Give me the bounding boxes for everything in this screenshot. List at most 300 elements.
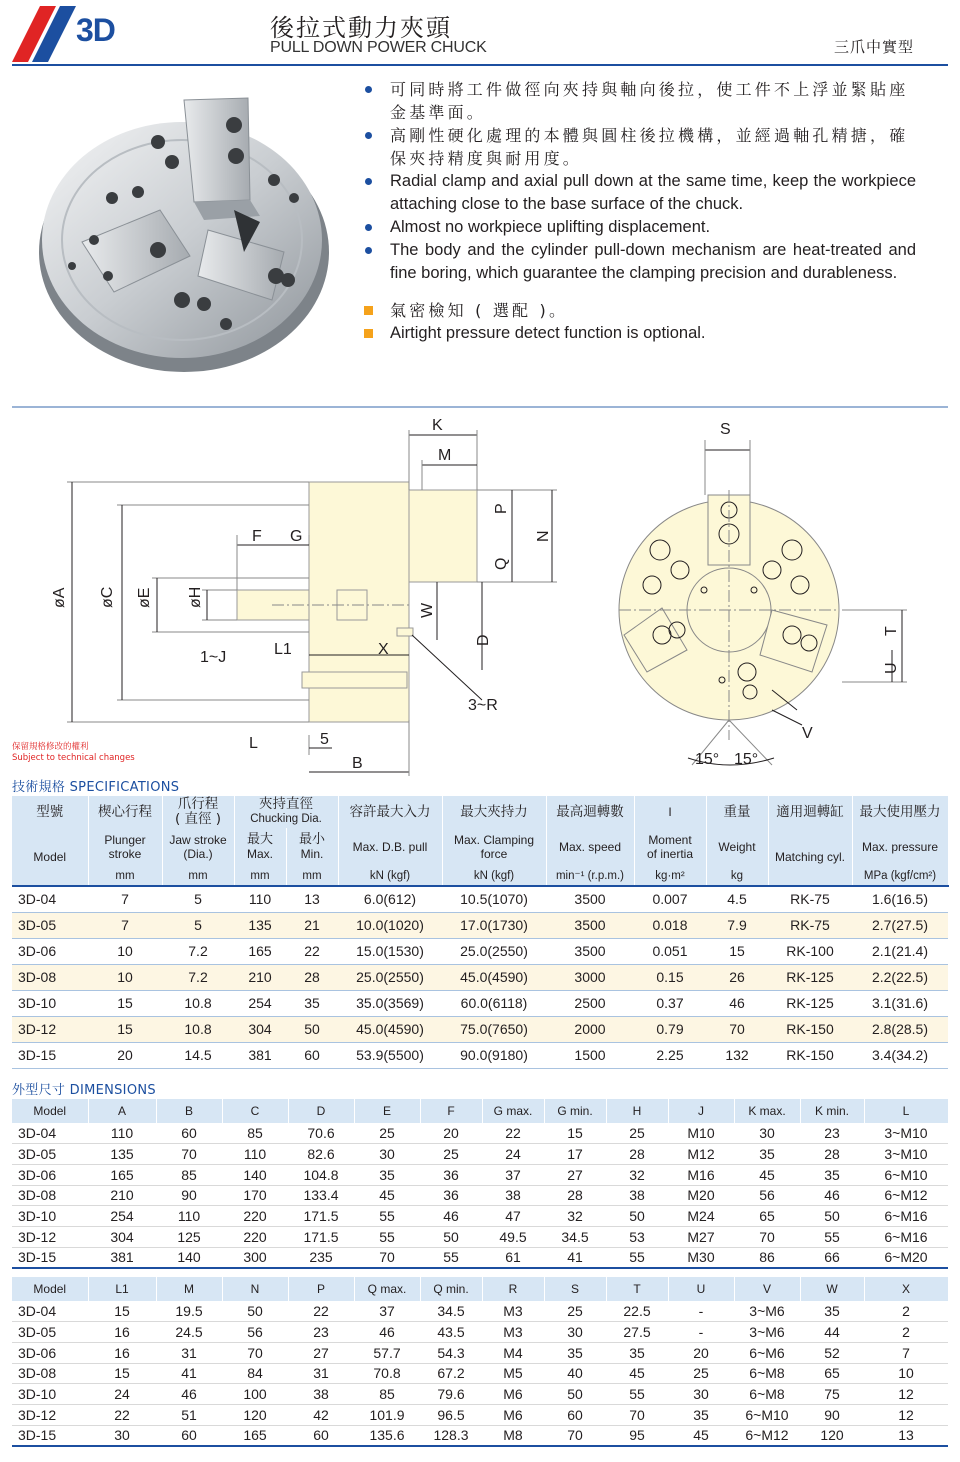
table-cell: 60 [156,1123,222,1144]
table-cell: M6 [482,1404,544,1425]
table-cell: 35 [606,1342,668,1363]
table-cell: 45 [734,1164,800,1185]
square-bullet-icon [364,306,373,315]
table-cell: 90.0(9180) [442,1042,546,1068]
label-U: U [883,662,900,674]
square-bullet-icon [364,329,373,338]
table-cell: 0.007 [634,886,706,912]
table-cell: 128.3 [420,1425,482,1446]
table-row [12,964,948,990]
table-cell: 3500 [546,938,634,964]
table-cell: 30 [544,1322,606,1343]
table-cell: 55 [606,1247,668,1268]
th-inertia-zh: I [634,796,706,828]
table-cell: 30 [734,1123,800,1144]
table-cell: 140 [156,1247,222,1268]
table-cell: 15 [88,990,162,1016]
table-cell: - [668,1322,734,1343]
table-cell: 210 [88,1185,156,1206]
table-row [12,1363,948,1384]
column-header: F [420,1099,482,1123]
table-cell: 381 [234,1042,286,1068]
table-cell: RK-125 [768,990,852,1016]
table-cell: 6~M6 [734,1342,800,1363]
table-cell: 19.5 [156,1301,222,1322]
table-cell: 30 [668,1384,734,1405]
table-cell: 70 [734,1226,800,1247]
table-cell: 70.6 [288,1123,354,1144]
unit-plunger: mm [88,866,162,886]
table-cell: 7 [88,886,162,912]
table-cell: 70 [354,1247,420,1268]
table-cell: 32 [606,1164,668,1185]
table-cell: M3 [482,1322,544,1343]
table-cell: 84 [222,1363,288,1384]
table-cell: M10 [668,1123,734,1144]
table-cell: 82.6 [288,1144,354,1165]
unit-pressure: MPa (kgf/cm²) [852,866,948,886]
table-cell: 0.051 [634,938,706,964]
model-cell: 3D-05 [12,1322,88,1343]
column-header: V [734,1277,800,1301]
table-cell: 22 [286,938,338,964]
table-cell: 210 [234,964,286,990]
th-max-en: 最大 Max. [234,828,286,866]
table-cell: 26 [706,964,768,990]
table-cell: 65 [734,1206,800,1227]
table-cell: 28 [286,964,338,990]
bullet-icon [365,132,372,139]
table-cell: 35.0(3569) [338,990,442,1016]
table-cell: 45 [606,1363,668,1384]
model-cell: 3D-10 [12,1384,88,1405]
column-header: N [222,1277,288,1301]
table-cell: 2 [864,1301,948,1322]
label-V: V [802,725,813,742]
label-B: B [352,755,363,772]
table-cell: M3 [482,1301,544,1322]
model-cell: 3D-12 [12,1016,88,1042]
label-X: X [378,641,389,658]
table-cell: 34.5 [420,1301,482,1322]
table-cell: RK-75 [768,912,852,938]
table-cell: 125 [156,1226,222,1247]
label-R: 3~R [468,697,498,714]
bullet-icon [365,178,372,185]
table-cell: 6~M16 [864,1206,948,1227]
table-cell: 32 [544,1206,606,1227]
table-cell: 17 [544,1144,606,1165]
table-cell: M20 [668,1185,734,1206]
table-cell: 165 [222,1425,288,1446]
th-speed-zh: 最高迴轉數 [546,796,634,828]
table-cell: 55 [420,1247,482,1268]
table-cell: 0.37 [634,990,706,1016]
th-pressure-zh: 最大使用壓力 [852,796,948,828]
table-cell: 304 [88,1226,156,1247]
table-row [12,912,948,938]
table-cell: 110 [156,1206,222,1227]
unit-max: mm [234,866,286,886]
table-cell: M5 [482,1363,544,1384]
model-cell: 3D-04 [12,1301,88,1322]
table-cell: 1.6(16.5) [852,886,948,912]
th-model-en: Model [12,828,88,886]
table-cell: 13 [864,1425,948,1446]
table-cell: 4.5 [706,886,768,912]
table-cell: 7.2 [162,938,234,964]
table-cell: RK-100 [768,938,852,964]
table-cell: 41 [156,1363,222,1384]
table-row [12,1226,948,1247]
label-T: T [883,626,900,636]
table-cell: 49.5 [482,1226,544,1247]
table-cell: 16 [88,1322,156,1343]
change-notice: 保留規格修改的權利 Subject to technical changes [12,742,135,763]
table-cell: 3.4(34.2) [852,1042,948,1068]
label-F: F [252,528,262,545]
bullet-icon [365,224,372,231]
model-cell: 3D-05 [12,912,88,938]
table-cell: 15 [88,1016,162,1042]
column-header: J [668,1099,734,1123]
table-cell: 10.8 [162,990,234,1016]
model-cell: 3D-15 [12,1425,88,1446]
dimensions-table-2 [12,1277,949,1447]
table-cell: 2.25 [634,1042,706,1068]
column-header: Model [12,1099,88,1123]
table-cell: 6~M12 [734,1425,800,1446]
table-cell: 53 [606,1226,668,1247]
table-cell: 15 [544,1123,606,1144]
table-row [12,1404,948,1425]
table-cell: 100 [222,1384,288,1405]
table-cell: 165 [234,938,286,964]
label-5: 5 [320,731,329,748]
table-cell: 2.7(27.5) [852,912,948,938]
table-cell: 20 [88,1042,162,1068]
table-cell: 10.5(1070) [442,886,546,912]
chuck-photo [12,80,352,380]
table-cell: 90 [156,1185,222,1206]
table-cell: 46 [156,1384,222,1405]
table-cell: 35 [354,1164,420,1185]
table-cell: 0.79 [634,1016,706,1042]
table-cell: 5 [162,886,234,912]
table-cell: 7 [88,912,162,938]
table-cell: 2.8(28.5) [852,1016,948,1042]
page-title-en: PULL DOWN POWER CHUCK [270,39,487,56]
table-cell: 85 [222,1123,288,1144]
label-L1: L1 [274,641,292,658]
table-cell: 15 [88,1301,156,1322]
table-cell: 12 [864,1404,948,1425]
table-cell: 120 [222,1404,288,1425]
th-speed-en: Max. speed [546,828,634,866]
th-dbpull-en: Max. D.B. pull [338,828,442,866]
unit-clamp: kN (kgf) [442,866,546,886]
column-header: D [288,1099,354,1123]
table-cell: 24 [88,1384,156,1405]
model-cell: 3D-08 [12,964,88,990]
table-cell: 6.0(612) [338,886,442,912]
label-15deg-left: 15° [695,751,720,768]
unit-min: mm [286,866,338,886]
table-cell: 27 [544,1164,606,1185]
table-cell: 95 [606,1425,668,1446]
th-clamp-zh: 最大夾持力 [442,796,546,828]
table-cell: 36 [420,1185,482,1206]
table-cell: 70 [606,1404,668,1425]
dimensions-2-header [12,1277,948,1301]
unit-inertia: kg·m² [634,866,706,886]
dimensions-1-body [12,1123,948,1268]
table-cell: 35 [800,1301,864,1322]
column-header: U [668,1277,734,1301]
model-cell: 3D-12 [12,1226,88,1247]
table-cell: 3~M10 [864,1144,948,1165]
column-header: G min. [544,1099,606,1123]
column-header: P [288,1277,354,1301]
model-cell: 3D-08 [12,1363,88,1384]
th-weight-zh: 重量 [706,796,768,828]
table-cell: 7.9 [706,912,768,938]
table-cell: 104.8 [288,1164,354,1185]
column-header: H [606,1099,668,1123]
table-cell: 23 [288,1322,354,1343]
table-cell: RK-150 [768,1042,852,1068]
label-M: M [438,447,452,464]
model-cell: 3D-04 [12,886,88,912]
column-header: W [800,1277,864,1301]
column-header: L1 [88,1277,156,1301]
table-cell: 46 [800,1185,864,1206]
table-cell: 25 [420,1144,482,1165]
table-cell: 3~M6 [734,1322,800,1343]
table-cell: 135 [234,912,286,938]
table-cell: 60 [544,1404,606,1425]
table-cell: 38 [482,1185,544,1206]
table-cell: 45 [354,1185,420,1206]
model-cell: 3D-08 [12,1185,88,1206]
table-cell: 24.5 [156,1322,222,1343]
model-cell: 3D-06 [12,938,88,964]
table-cell: 13 [286,886,338,912]
table-cell: 23 [800,1123,864,1144]
th-inertia-en: Moment of inertia [634,828,706,866]
column-header: B [156,1099,222,1123]
table-cell: 5 [162,912,234,938]
table-row [12,1301,948,1322]
table-cell: 254 [88,1206,156,1227]
table-row [12,1342,948,1363]
table-cell: 12 [864,1384,948,1405]
model-cell: 3D-15 [12,1042,88,1068]
table-cell: 46 [706,990,768,1016]
table-cell: 57.7 [354,1342,420,1363]
table-row [12,990,948,1016]
technical-drawing [12,410,948,780]
unit-jaw: mm [162,866,234,886]
table-cell: 60 [288,1425,354,1446]
table-cell: 6~M20 [864,1247,948,1268]
option-en: Airtight pressure detect function is optional. [360,322,916,345]
table-cell: 37 [482,1164,544,1185]
model-cell: 3D-12 [12,1404,88,1425]
label-K: K [432,417,443,434]
specs-table [12,796,949,1069]
table-cell: 42 [288,1404,354,1425]
table-cell: 6~M10 [864,1164,948,1185]
table-cell: 86 [734,1247,800,1268]
dimensions-2-body [12,1301,948,1446]
table-cell: 75 [800,1384,864,1405]
table-cell: 220 [222,1206,288,1227]
table-cell: 55 [354,1206,420,1227]
table-cell: 31 [288,1363,354,1384]
table-cell: 70.8 [354,1363,420,1384]
model-cell: 3D-05 [12,1144,88,1165]
table-cell: 10 [864,1363,948,1384]
table-cell: - [668,1301,734,1322]
th-model-zh: 型號 [12,796,88,828]
table-cell: RK-150 [768,1016,852,1042]
table-cell: 1500 [546,1042,634,1068]
table-cell: 21 [286,912,338,938]
dimensions-table-1 [12,1099,949,1269]
table-cell: 300 [222,1247,288,1268]
table-cell: 171.5 [288,1206,354,1227]
dimensions-1-header [12,1099,948,1123]
table-cell: 45 [668,1425,734,1446]
column-header: K max. [734,1099,800,1123]
unit-dbpull: kN (kgf) [338,866,442,886]
table-cell: 52 [800,1342,864,1363]
table-cell: 22.5 [606,1301,668,1322]
feature-zh-2: 高剛性硬化處理的本體與圓柱後拉機構，並經過軸孔精搪，確保夾持精度與耐用度。 [360,124,916,170]
model-cell: 3D-10 [12,1206,88,1227]
table-cell: 85 [156,1164,222,1185]
table-cell: M6 [482,1384,544,1405]
table-cell: 47 [482,1206,544,1227]
table-cell: 70 [706,1016,768,1042]
table-cell: 67.2 [420,1363,482,1384]
table-cell: 254 [234,990,286,1016]
table-cell: M24 [668,1206,734,1227]
th-clamp-en: Max. Clamping force [442,828,546,866]
table-cell: 66 [800,1247,864,1268]
label-P: P [493,503,510,514]
table-cell: 50 [800,1206,864,1227]
table-cell: 170 [222,1185,288,1206]
table-cell: 37 [354,1301,420,1322]
column-header: Q max. [354,1277,420,1301]
table-cell: 6~M10 [734,1404,800,1425]
table-cell: 10 [88,964,162,990]
table-cell: 140 [222,1164,288,1185]
table-cell: 2 [864,1322,948,1343]
dimensions-title: 外型尺寸 DIMENSIONS [12,1083,156,1098]
th-cyl-zh: 適用迴轉缸 [768,796,852,828]
table-cell: 85 [354,1384,420,1405]
table-cell: 90 [800,1404,864,1425]
table-cell: 50 [286,1016,338,1042]
unit-weight: kg [706,866,768,886]
label-Q: Q [493,557,510,570]
label-dia-E: øE [136,587,153,608]
th-min-en: 最小 Min. [286,828,338,866]
label-J: 1~J [200,649,227,666]
feature-list [360,78,916,345]
table-cell: 28 [544,1185,606,1206]
th-dbpull-zh: 容許最大入力 [338,796,442,828]
table-cell: 2000 [546,1016,634,1042]
table-cell: 10.8 [162,1016,234,1042]
table-cell: M16 [668,1164,734,1185]
table-cell: 75.0(7650) [442,1016,546,1042]
table-cell: 135 [88,1144,156,1165]
table-cell: 381 [88,1247,156,1268]
column-header: A [88,1099,156,1123]
table-cell: 14.5 [162,1042,234,1068]
table-cell: RK-125 [768,964,852,990]
table-cell: 54.3 [420,1342,482,1363]
th-chucking-zh: 夾持直徑 Chucking Dia. [234,796,338,828]
th-weight-en: Weight [706,828,768,866]
th-plunger-en: Plunger stroke [88,828,162,866]
table-cell: 35 [668,1404,734,1425]
column-header: C [222,1099,288,1123]
table-cell: 35 [544,1342,606,1363]
th-pressure-en: Max. pressure [852,828,948,866]
table-row [12,1144,948,1165]
table-cell: 2500 [546,990,634,1016]
table-cell: 45.0(4590) [442,964,546,990]
label-dia-C: øC [99,586,116,608]
table-cell: 235 [288,1247,354,1268]
specs-body [12,886,948,1068]
table-cell: 70 [544,1425,606,1446]
table-cell: 46 [420,1206,482,1227]
table-cell: 6~M8 [734,1363,800,1384]
table-cell: 7 [864,1342,948,1363]
table-cell: 3000 [546,964,634,990]
column-header: T [606,1277,668,1301]
table-row [12,1123,948,1144]
column-header: Q min. [420,1277,482,1301]
table-cell: 30 [354,1144,420,1165]
table-cell: 34.5 [544,1226,606,1247]
table-row [12,1164,948,1185]
th-plunger-zh: 楔心行程 [88,796,162,828]
table-cell: 165 [88,1164,156,1185]
table-row [12,1322,948,1343]
table-cell: 24 [482,1144,544,1165]
table-cell: 110 [234,886,286,912]
table-cell: 17.0(1730) [442,912,546,938]
table-cell: 25.0(2550) [338,964,442,990]
table-cell: 40 [544,1363,606,1384]
table-row [12,1206,948,1227]
table-cell: 27.5 [606,1322,668,1343]
feature-zh-1: 可同時將工件做徑向夾持與軸向後拉，使工件不上浮並緊貼座金基準面。 [360,78,916,124]
table-cell: 0.15 [634,964,706,990]
table-cell: 3500 [546,886,634,912]
table-cell: 304 [234,1016,286,1042]
column-header: Model [12,1277,88,1301]
table-cell: 25 [354,1123,420,1144]
table-cell: 6~M12 [864,1185,948,1206]
